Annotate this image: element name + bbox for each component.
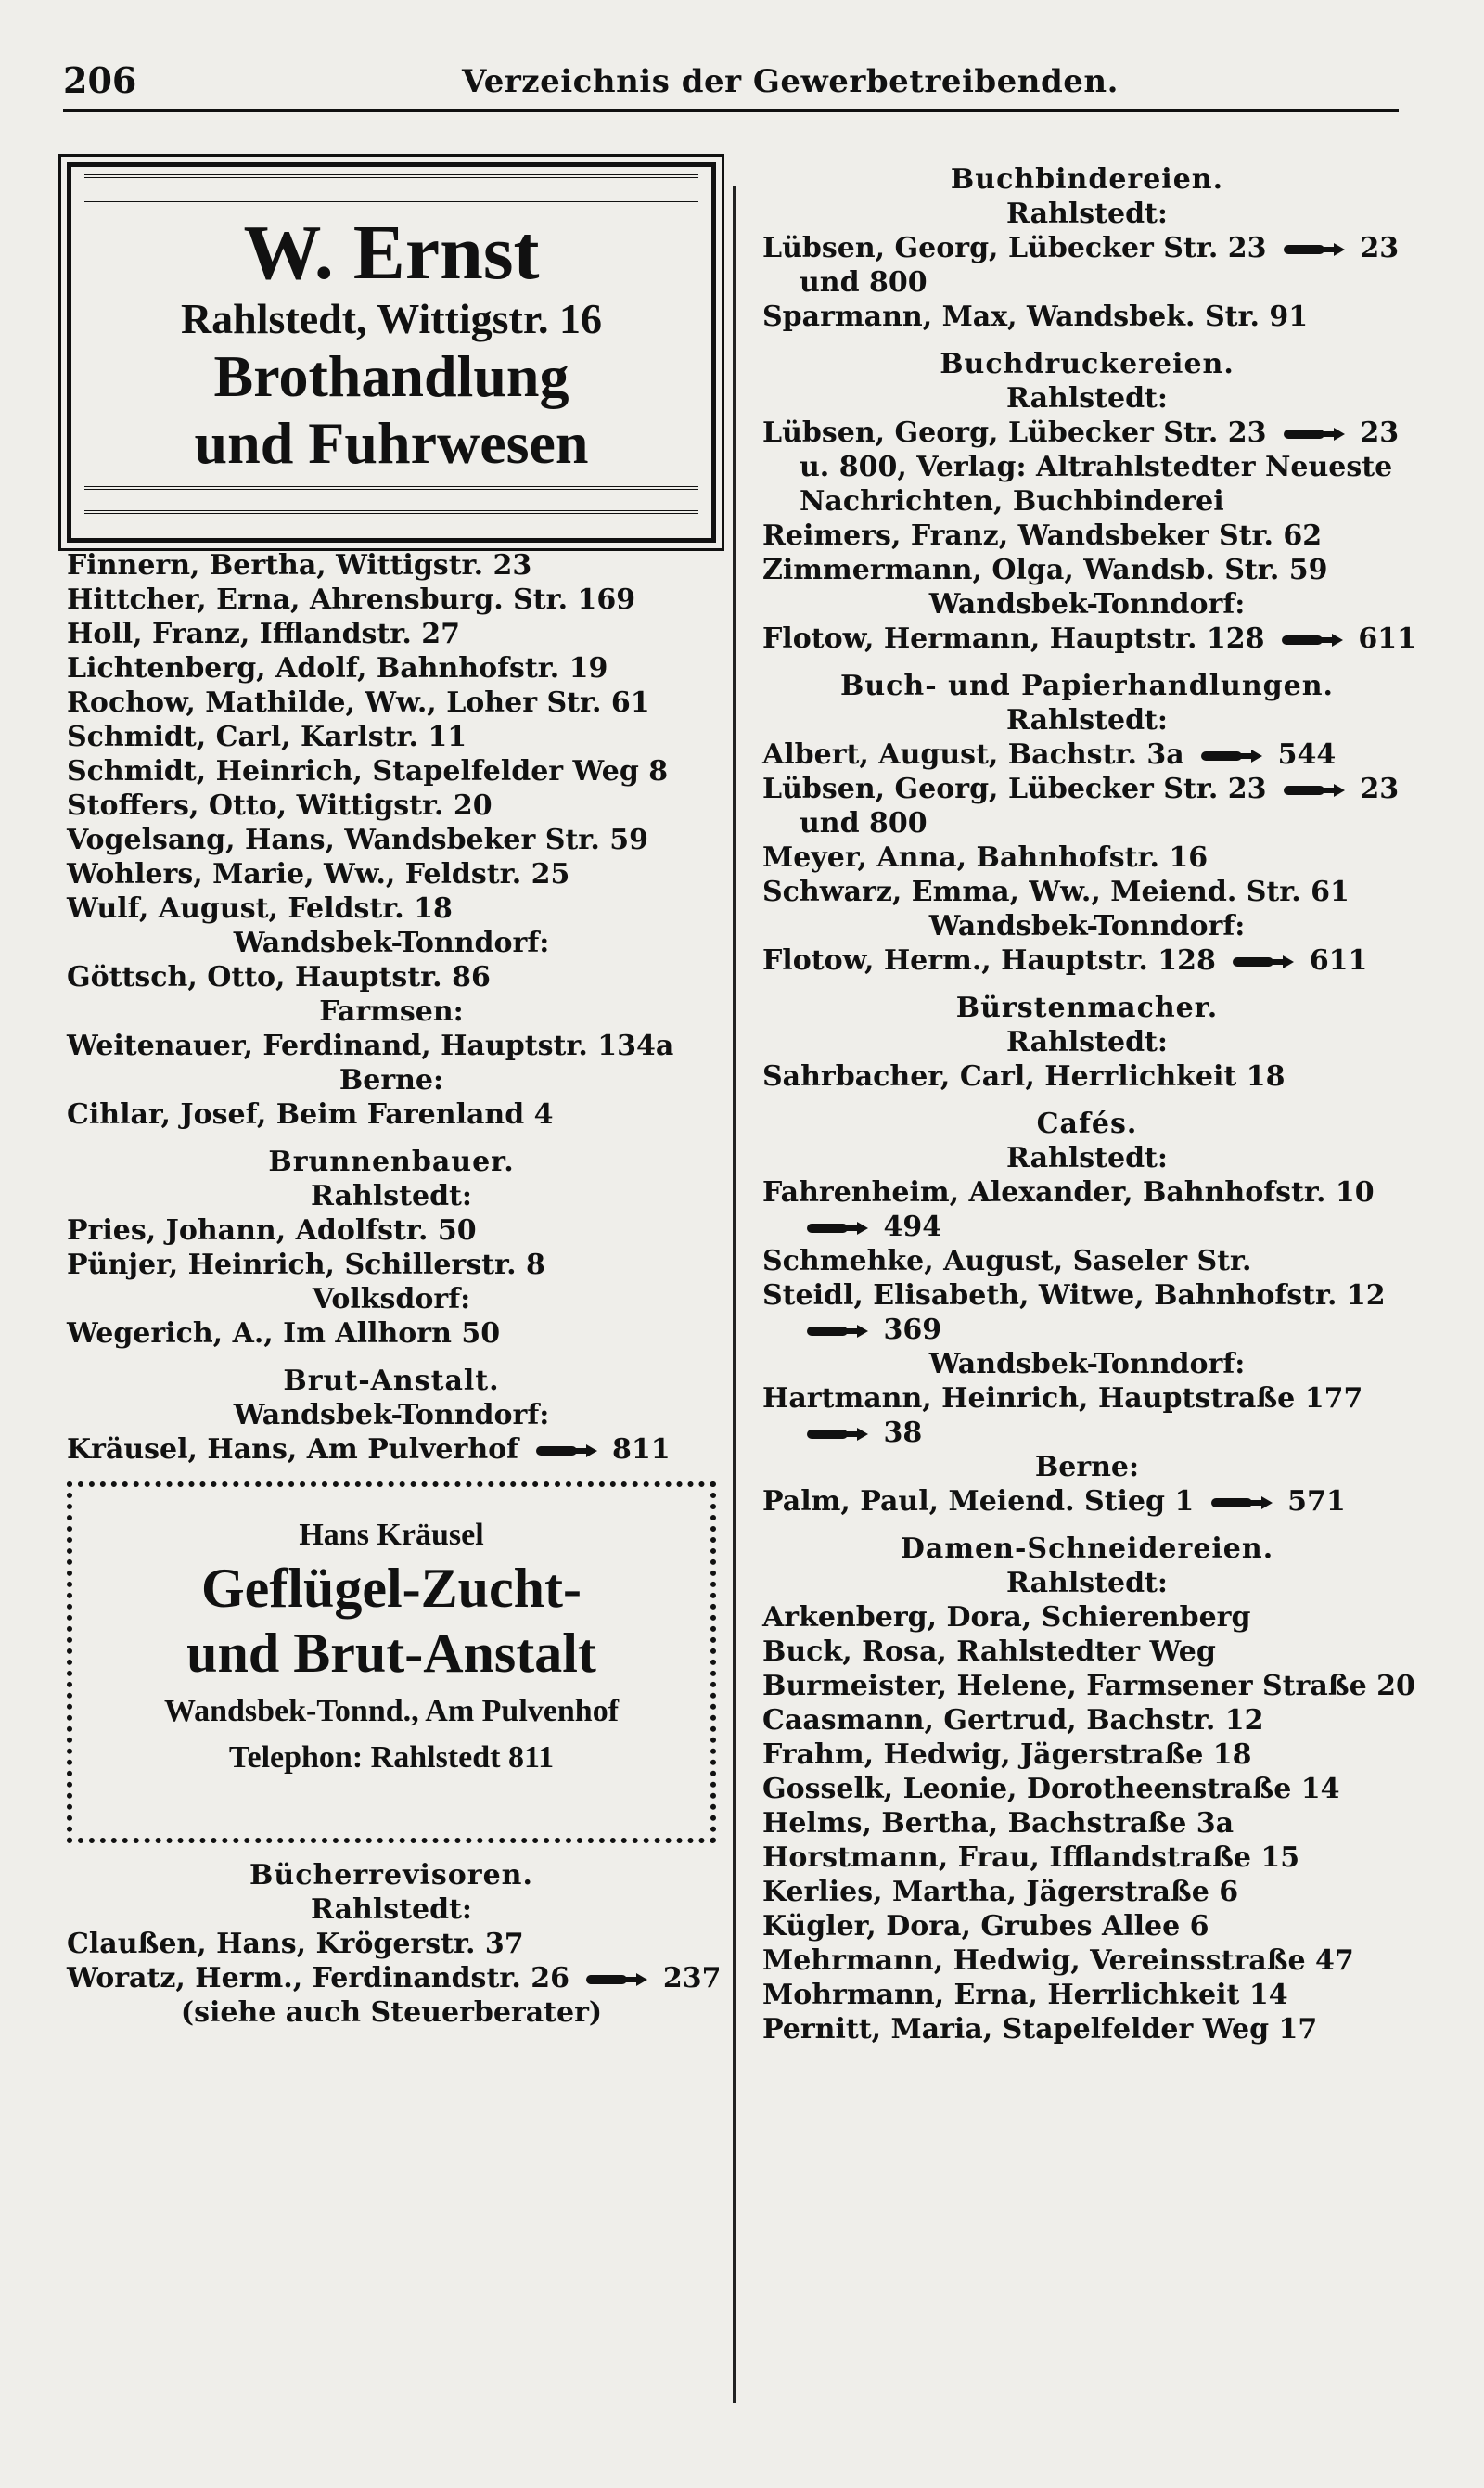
section-heading-buerstenmacher: Bürstenmacher. bbox=[955, 992, 1219, 1024]
entry-text: Woratz, Herm., Ferdinandstr. 26 bbox=[67, 1962, 569, 1994]
telephone-key-icon bbox=[803, 1216, 870, 1240]
list-item: Schmidt, Carl, Karlstr. 11 bbox=[67, 721, 467, 753]
phone-number: 611 bbox=[1309, 944, 1368, 977]
telephone-key-icon bbox=[1208, 1491, 1274, 1515]
section-heading-cafes: Cafés. bbox=[1036, 1108, 1138, 1140]
entry-text: Flotow, Hermann, Hauptstr. 128 bbox=[762, 622, 1265, 655]
list-item: Horstmann, Frau, Ifflandstraße 15 bbox=[762, 1841, 1300, 1874]
entry-text: Palm, Paul, Meiend. Stieg 1 bbox=[762, 1485, 1195, 1518]
list-item: Pernitt, Maria, Stapelfelder Weg 17 bbox=[762, 2013, 1318, 2046]
list-item: Reimers, Franz, Wandsbeker Str. 62 bbox=[762, 519, 1323, 552]
section-heading-brunnenbauer: Brunnenbauer. bbox=[268, 1146, 515, 1178]
list-item: Buck, Rosa, Rahlstedter Weg bbox=[762, 1635, 1216, 1668]
right-column bbox=[762, 162, 1417, 2046]
phone-number: 369 bbox=[883, 1314, 942, 1346]
ad-ernst-address: Rahlstedt, Wittigstr. 16 bbox=[180, 295, 603, 342]
phone-number: 23 bbox=[1360, 417, 1400, 449]
ad-kraeusel-telephone: Telephon: Rahlstedt 811 bbox=[228, 1740, 555, 1775]
ad-kraeusel-line1: Geflügel-Zucht- bbox=[201, 1558, 582, 1619]
advertisement-kraeusel bbox=[67, 1481, 716, 1843]
locality-label: Berne: bbox=[339, 1064, 444, 1097]
telephone-key-icon bbox=[803, 1422, 870, 1446]
section-heading-brut-anstalt: Brut-Anstalt. bbox=[283, 1365, 500, 1397]
list-item: Schmidt, Heinrich, Stapelfelder Weg 8 bbox=[67, 755, 669, 788]
list-item: Sahrbacher, Carl, Herrlichkeit 18 bbox=[762, 1060, 1286, 1093]
section-heading-buchbindereien: Buchbindereien. bbox=[950, 163, 1224, 196]
column-divider bbox=[733, 186, 736, 2403]
list-item: Arkenberg, Dora, Schierenberg bbox=[762, 1601, 1251, 1634]
locality-label: Rahlstedt: bbox=[1005, 1142, 1168, 1174]
locality-label: Rahlstedt: bbox=[310, 1893, 472, 1926]
locality-label: Farmsen: bbox=[319, 995, 464, 1028]
entry-text: Albert, August, Bachstr. 3a bbox=[762, 738, 1184, 771]
list-item: Wohlers, Marie, Ww., Feldstr. 25 bbox=[67, 858, 570, 891]
phone-number: 544 bbox=[1277, 738, 1337, 771]
locality-label: Rahlstedt: bbox=[1005, 1567, 1168, 1599]
locality-label: Wandsbek-Tonndorf: bbox=[928, 588, 1246, 621]
list-item bbox=[762, 737, 1412, 772]
locality-label: Rahlstedt: bbox=[1005, 704, 1168, 737]
cross-reference-note: (siehe auch Steuerberater) bbox=[180, 1996, 603, 2029]
list-item bbox=[762, 231, 1412, 265]
list-item bbox=[762, 943, 1412, 978]
phone-number: 23 bbox=[1360, 773, 1400, 805]
ad-ernst-line1: Brothandlung bbox=[213, 343, 569, 409]
list-item: Pries, Johann, Adolfstr. 50 bbox=[67, 1214, 477, 1247]
list-item: Wulf, August, Feldstr. 18 bbox=[67, 892, 453, 925]
entry-text: Lübsen, Georg, Lübecker Str. 23 bbox=[762, 232, 1267, 264]
ad-kraeusel-owner: Hans Kräusel bbox=[299, 1518, 484, 1552]
list-item: Stoffers, Otto, Wittigstr. 20 bbox=[67, 789, 493, 822]
phone-number: 237 bbox=[662, 1962, 722, 1994]
entry-text: Flotow, Herm., Hauptstr. 128 bbox=[762, 944, 1216, 977]
locality-label: Wandsbek-Tonndorf: bbox=[928, 910, 1246, 943]
telephone-key-icon bbox=[803, 1319, 870, 1343]
locality-label: Rahlstedt: bbox=[310, 1180, 472, 1212]
locality-label: Rahlstedt: bbox=[1005, 198, 1168, 230]
entry-list-bakers bbox=[67, 548, 716, 926]
list-item: Kerlies, Martha, Jägerstraße 6 bbox=[762, 1876, 1239, 1908]
ornament-border-top bbox=[84, 174, 698, 202]
locality-label: Wandsbek-Tonndorf: bbox=[233, 1399, 550, 1431]
list-item: Burmeister, Helene, Farmsener Straße 20 bbox=[762, 1670, 1415, 1702]
list-item bbox=[67, 1432, 716, 1467]
list-item bbox=[762, 1484, 1412, 1519]
entry-text: Lübsen, Georg, Lübecker Str. 23 bbox=[762, 773, 1267, 805]
list-item-continuation: und 800 bbox=[800, 807, 928, 840]
entry-text: Kräusel, Hans, Am Pulverhof bbox=[67, 1433, 519, 1466]
phone-number: 38 bbox=[883, 1417, 923, 1449]
list-item: Gosselk, Leonie, Dorotheenstraße 14 bbox=[762, 1773, 1340, 1805]
phone-number: 811 bbox=[611, 1433, 671, 1466]
list-item: Steidl, Elisabeth, Witwe, Bahnhofstr. 12 bbox=[762, 1279, 1386, 1312]
list-item: Holl, Franz, Ifflandstr. 27 bbox=[67, 618, 460, 650]
locality-label: Rahlstedt: bbox=[1005, 1026, 1168, 1058]
section-heading-buchdruckereien: Buchdruckereien. bbox=[940, 348, 1235, 380]
list-item: Schwarz, Emma, Ww., Meiend. Str. 61 bbox=[762, 876, 1350, 908]
list-item-continuation bbox=[762, 1210, 1412, 1244]
section-heading-buecherrevisoren: Bücherrevisoren. bbox=[249, 1859, 533, 1892]
entry-list-dressmakers bbox=[762, 1600, 1415, 2046]
phone-number: 571 bbox=[1287, 1485, 1346, 1518]
list-item: Pünjer, Heinrich, Schillerstr. 8 bbox=[67, 1249, 545, 1281]
locality-label: Volksdorf: bbox=[312, 1283, 471, 1315]
list-item: Hittcher, Erna, Ahrensburg. Str. 169 bbox=[67, 584, 636, 616]
ornament-border-bottom bbox=[84, 486, 698, 514]
list-item: Fahrenheim, Alexander, Bahnhofstr. 10 bbox=[762, 1176, 1375, 1209]
list-item-continuation: und 800 bbox=[800, 266, 928, 299]
locality-label: Wandsbek-Tonndorf: bbox=[233, 927, 550, 959]
list-item: Helms, Bertha, Bachstraße 3a bbox=[762, 1807, 1235, 1840]
list-item: Schmehke, August, Saseler Str. bbox=[762, 1245, 1252, 1277]
list-item: Wegerich, A., Im Allhorn 50 bbox=[67, 1317, 501, 1350]
list-item: Frahm, Hedwig, Jägerstraße 18 bbox=[762, 1738, 1252, 1771]
list-item: Zimmermann, Olga, Wandsb. Str. 59 bbox=[762, 554, 1328, 586]
locality-label: Rahlstedt: bbox=[1005, 382, 1168, 415]
list-item: Finnern, Bertha, Wittigstr. 23 bbox=[67, 549, 532, 582]
left-column bbox=[67, 162, 722, 2030]
entry-text: Lübsen, Georg, Lübecker Str. 23 bbox=[762, 417, 1267, 449]
advertisement-ernst bbox=[67, 162, 716, 543]
phone-number: 611 bbox=[1358, 622, 1417, 655]
page-title: Verzeichnis der Gewerbetreibenden. bbox=[462, 63, 1119, 100]
telephone-key-icon bbox=[1280, 422, 1347, 446]
list-item: Cihlar, Josef, Beim Farenland 4 bbox=[67, 1098, 554, 1131]
section-heading-buch-papierhandlungen: Buch- und Papierhandlungen. bbox=[839, 670, 1335, 702]
telephone-key-icon bbox=[532, 1439, 599, 1463]
phone-number: 23 bbox=[1360, 232, 1400, 264]
page-header bbox=[63, 58, 1399, 112]
ad-ernst-name: W. Ernst bbox=[243, 210, 540, 296]
list-item: Mohrmann, Erna, Herrlichkeit 14 bbox=[762, 1979, 1288, 2011]
locality-label: Berne: bbox=[1034, 1451, 1140, 1483]
ad-kraeusel-address: Wandsbek-Tonnd., Am Pulvenhof bbox=[163, 1694, 620, 1728]
list-item-continuation bbox=[762, 1416, 1412, 1450]
ad-ernst-line2: und Fuhrwesen bbox=[194, 410, 589, 476]
list-item bbox=[762, 772, 1412, 806]
list-item: Göttsch, Otto, Hauptstr. 86 bbox=[67, 961, 491, 994]
telephone-key-icon bbox=[1229, 950, 1296, 974]
list-item: Sparmann, Max, Wandsbek. Str. 91 bbox=[762, 301, 1309, 333]
ad-kraeusel-line2: und Brut-Anstalt bbox=[186, 1622, 596, 1684]
list-item-continuation bbox=[762, 1313, 1412, 1347]
list-item-continuation: Nachrichten, Buchbinderei bbox=[800, 485, 1224, 518]
list-item bbox=[762, 622, 1417, 656]
list-item-continuation: u. 800, Verlag: Altrahlstedter Neueste bbox=[800, 451, 1393, 483]
telephone-key-icon bbox=[1280, 237, 1347, 262]
telephone-key-icon bbox=[1280, 778, 1347, 802]
list-item: Meyer, Anna, Bahnhofstr. 16 bbox=[762, 841, 1209, 874]
telephone-key-icon bbox=[1278, 628, 1345, 652]
list-item: Hartmann, Heinrich, Hauptstraße 177 bbox=[762, 1382, 1363, 1415]
section-heading-damen-schneidereien: Damen-Schneidereien. bbox=[900, 1533, 1274, 1565]
list-item: Vogelsang, Hans, Wandsbeker Str. 59 bbox=[67, 824, 648, 856]
list-item: Weitenauer, Ferdinand, Hauptstr. 134a bbox=[67, 1030, 674, 1062]
list-item: Caasmann, Gertrud, Bachstr. 12 bbox=[762, 1704, 1264, 1737]
list-item: Rochow, Mathilde, Ww., Loher Str. 61 bbox=[67, 686, 650, 719]
list-item: Lichtenberg, Adolf, Bahnhofstr. 19 bbox=[67, 652, 608, 685]
page-number: 206 bbox=[63, 59, 137, 101]
telephone-key-icon bbox=[1197, 744, 1264, 768]
list-item bbox=[67, 1961, 722, 1995]
list-item: Kügler, Dora, Grubes Allee 6 bbox=[762, 1910, 1209, 1943]
list-item: Mehrmann, Hedwig, Vereinsstraße 47 bbox=[762, 1944, 1354, 1977]
list-item: Claußen, Hans, Krögerstr. 37 bbox=[67, 1928, 524, 1960]
list-item bbox=[762, 416, 1412, 450]
phone-number: 494 bbox=[883, 1211, 942, 1243]
telephone-key-icon bbox=[582, 1968, 649, 1992]
locality-label: Wandsbek-Tonndorf: bbox=[928, 1348, 1246, 1380]
